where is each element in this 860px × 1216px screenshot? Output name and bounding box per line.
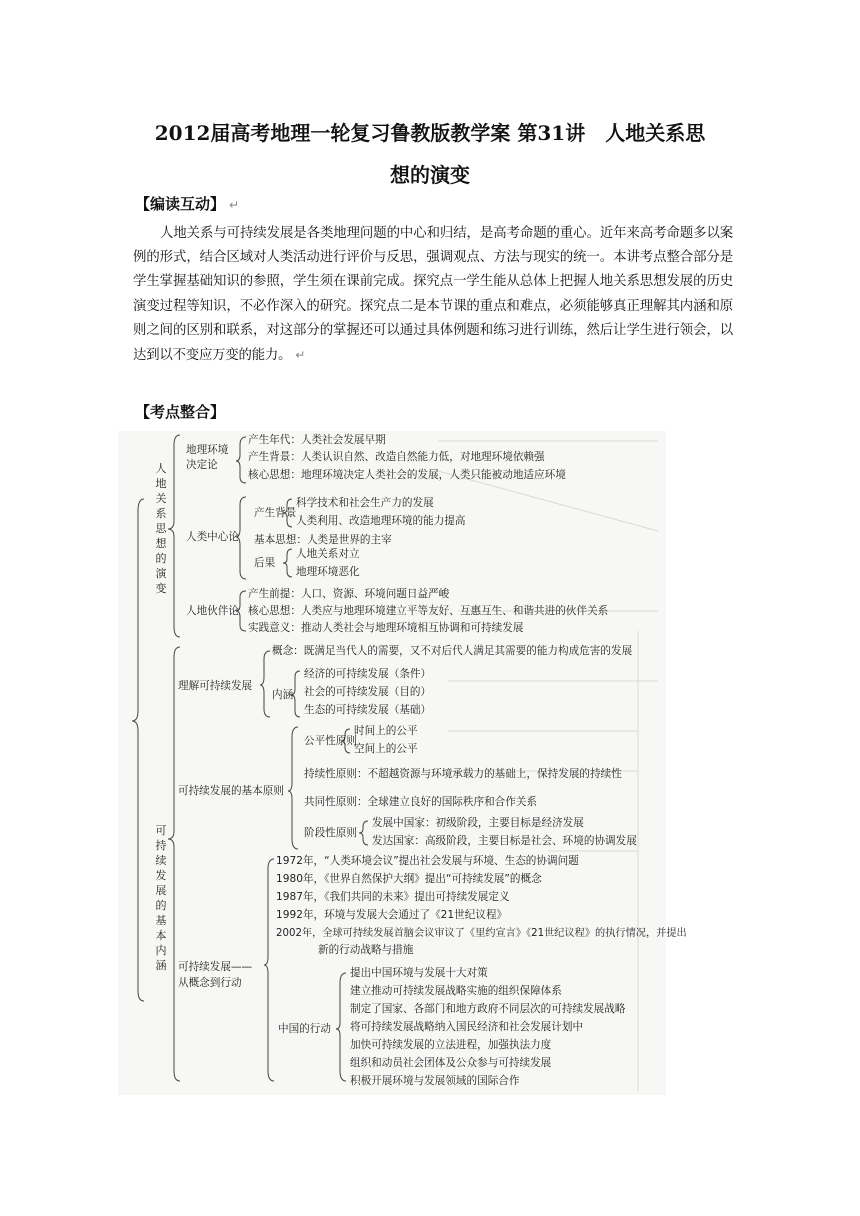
node-rendi-huoban-lun: 人地伙伴论 xyxy=(186,605,239,617)
node-text: 发展中国家：初级阶段，主要目标是经济发展 xyxy=(372,817,584,829)
node-text: 公平性原则 xyxy=(304,735,357,747)
node-text: 人地关系对立 xyxy=(296,548,360,560)
node-text: 1992年，环境与发展大会通过了《21世纪议程》 xyxy=(276,909,508,921)
node-text: 后果 xyxy=(254,557,276,569)
node-lijie-kechixu: 理解可持续发展 xyxy=(178,680,253,692)
node-text: 生态的可持续发展（基础） xyxy=(304,704,432,716)
section-heading-bianduhudong xyxy=(135,193,239,214)
return-mark: ↵ xyxy=(295,348,306,363)
concept-map-image xyxy=(118,431,687,1095)
node-text: 提出中国环境与发展十大对策 xyxy=(350,967,488,979)
node-text: 产生前提：人口、资源、环境问题日益严峻 xyxy=(248,588,450,600)
intro-paragraph-text: 人地关系与可持续发展是各类地理问题的中心和归结，是高考命题的重心。近年来高考命题多以案例的形式，结合区域对人类活动进行评价与反思，强调观点、方法与现实的统一。本讲考点整合部分是学生掌握基础知识的参照，学生须在课前完成。探究点一学生能从总体上把握人地关系思想发展的历史演变过程等知识，不必作深入的研究。探究点二是本节课的重点和难点，必须能够真正理解其内涵和原则之间的区别和联系，对这部分的掌握还可以通过具体例题和练习进行训练，然后让学生进行领会，以达到以不变应万变的能力。 xyxy=(133,226,733,364)
node-text: 共同性原则：全球建立良好的国际秩序和合作关系 xyxy=(304,796,538,808)
node-text: 持续性原则：不超越资源与环境承载力的基础上，保持发展的持续性 xyxy=(304,768,622,780)
node-text: 将可持续发展战略纳入国民经济和社会发展计划中 xyxy=(350,1021,584,1033)
node-text: 2002年，全球可持续发展首脑会议审议了《里约宣言》《21世纪议程》的执行情况，并提出 xyxy=(276,928,687,939)
node-text: 人类利用、改造地理环境的能力提高 xyxy=(296,515,466,527)
node-text: 组织和动员社会团体及公众参与可持续发展 xyxy=(350,1057,552,1069)
intro-paragraph xyxy=(133,222,733,368)
document-title xyxy=(120,112,740,196)
node-text: 建立推动可持续发展战略实施的组织保障体系 xyxy=(350,985,562,997)
node-text: 实践意义：推动人类社会与地理环境相互协调和可持续发展 xyxy=(248,622,524,634)
node-dili-huanjing-jueding-lun: 地理环境决定论 xyxy=(186,444,229,471)
node-text: 内涵 xyxy=(272,689,294,701)
node-jiben-yuanze: 可持续发展的基本原则 xyxy=(178,785,284,797)
node-text: 1980年，《世界自然保护大纲》提出“可持续发展”的概念 xyxy=(276,873,542,885)
title-line-1: 2012届高考地理一轮复习鲁教版教学案 第31讲 人地关系思 xyxy=(154,121,706,145)
section-heading-text: 【编读互动】 xyxy=(135,195,226,213)
node-text: 地理环境恶化 xyxy=(296,566,360,578)
node-text: 时间上的公平 xyxy=(354,725,418,737)
node-zhongguo-xingdong: 中国的行动 xyxy=(278,1023,331,1035)
node-text: 积极开展环境与发展领域的国际合作 xyxy=(350,1075,520,1087)
section-heading-kaodianzhenghe: 【考点整合】 xyxy=(135,403,226,421)
node-text: 空间上的公平 xyxy=(354,743,418,755)
node-text: 概念：既满足当代人的需要，又不对后代人满足其需要的能力构成危害的发展 xyxy=(272,645,633,657)
node-text: 经济的可持续发展（条件） xyxy=(304,668,432,680)
node-text: 加快可持续发展的立法进程，加强执法力度 xyxy=(350,1039,552,1051)
node-text: 核心思想：人类应与地理环境建立平等友好、互惠互生、和谐共进的伙伴关系 xyxy=(248,605,609,617)
root-label-kechixu: 可持续发展的基本内涵 xyxy=(155,824,167,972)
node-text: 1972年，“人类环境会议”提出社会发展与环境、生态的协调问题 xyxy=(276,855,579,867)
node-text: 1987年，《我们共同的未来》提出可持续发展定义 xyxy=(276,891,510,903)
node-text: 基本思想：人类是世界的主宰 xyxy=(254,534,392,546)
node-text: 发达国家：高级阶段，主要目标是社会、环境的协调发展 xyxy=(372,835,637,847)
node-text: 新的行动战略与措施 xyxy=(318,944,414,956)
node-renlei-zhongxin-lun: 人类中心论 xyxy=(186,531,239,543)
node-text: 产生背景：人类认识自然、改造自然能力低，对地理环境依赖强 xyxy=(248,451,545,463)
node-cong-gainian-dao-xingdong: 可持续发展——从概念到行动 xyxy=(178,961,253,989)
node-text: 产生背景 xyxy=(254,507,297,519)
root-label-rendiguanxi: 人地关系思想的演变 xyxy=(155,462,167,595)
node-text: 科学技术和社会生产力的发展 xyxy=(296,497,434,509)
node-text: 阶段性原则 xyxy=(304,827,357,839)
node-text: 社会的可持续发展（目的） xyxy=(304,686,432,698)
return-mark: ↵ xyxy=(229,198,240,212)
title-line-2: 想的演变 xyxy=(390,163,470,187)
node-text: 核心思想：地理环境决定人类社会的发展，人类只能被动地适应环境 xyxy=(248,469,566,481)
node-text: 产生年代：人类社会发展早期 xyxy=(248,434,386,446)
node-text: 制定了国家、各部门和地方政府不同层次的可持续发展战略 xyxy=(350,1003,626,1015)
